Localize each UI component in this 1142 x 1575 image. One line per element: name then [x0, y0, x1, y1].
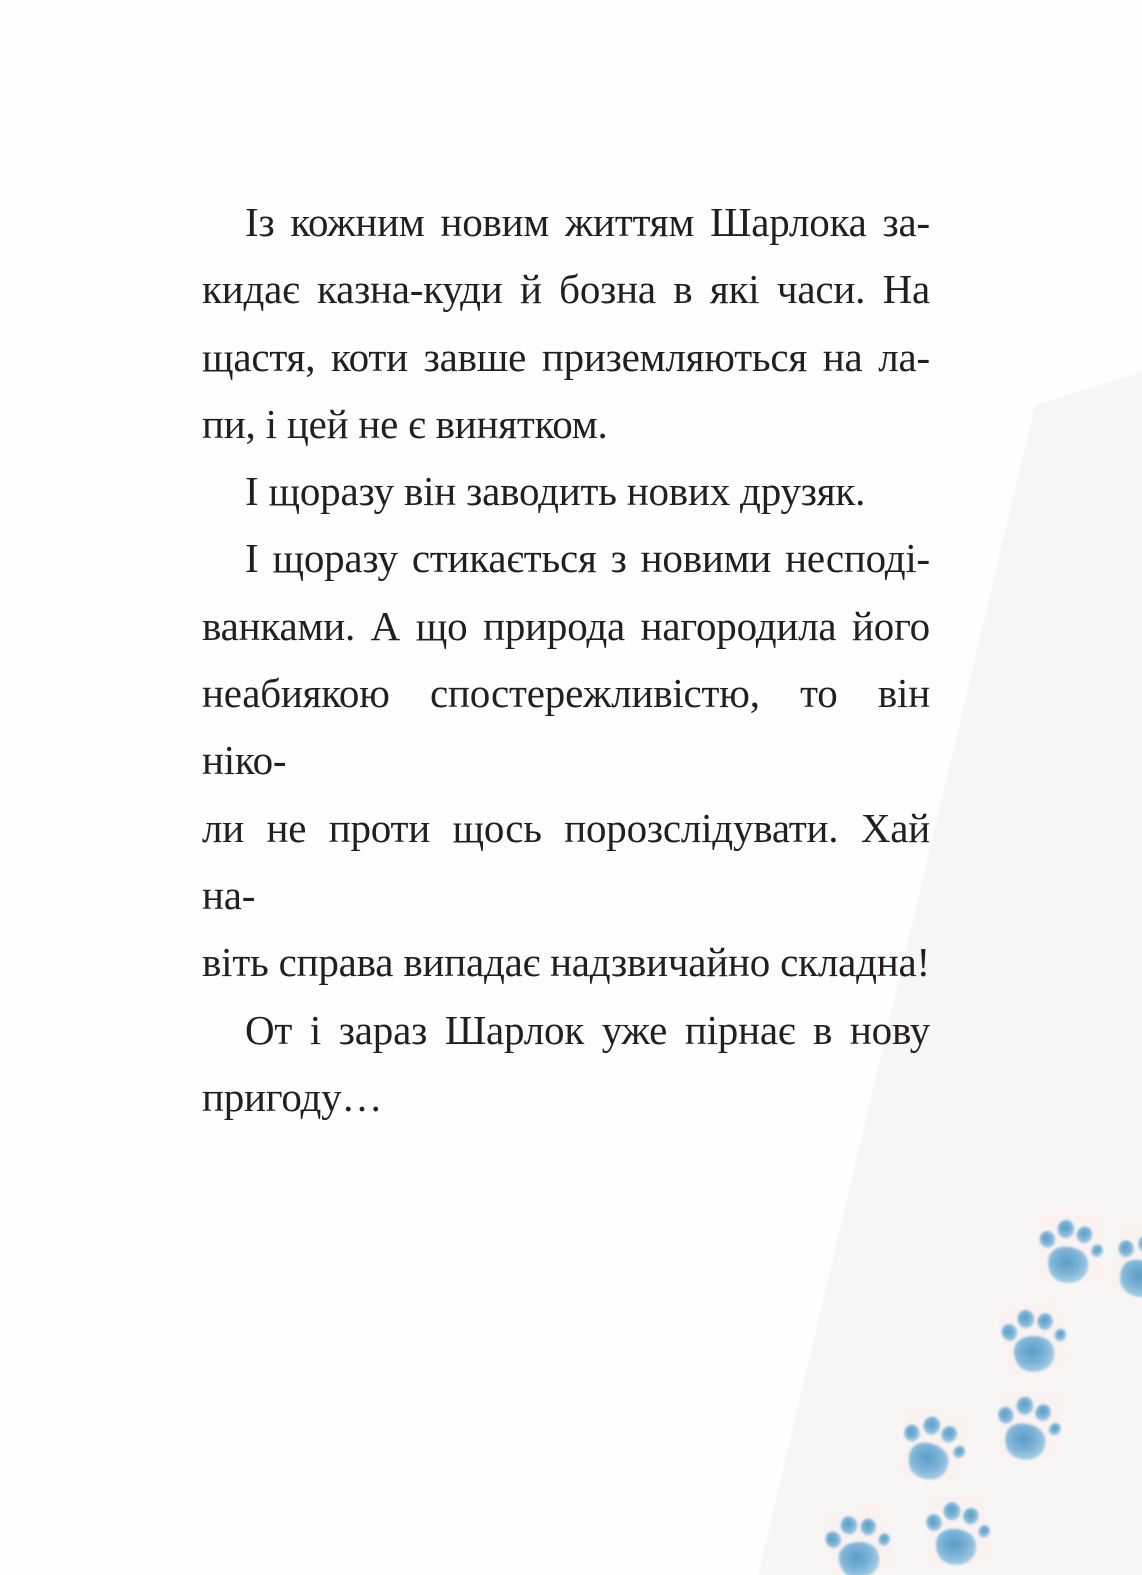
text-line: щастя, коти завше приземляються на ла-	[202, 333, 930, 380]
text-line: ванками. А що природа нагородила його	[202, 602, 930, 649]
paragraph	[202, 458, 930, 525]
text-line: віть справа випадає надзвичайно складна!	[202, 939, 930, 986]
paw-print-icon	[1092, 1208, 1142, 1316]
text-line: пи, і цей не є винятком.	[202, 400, 608, 447]
text-line: пригоду…	[202, 1073, 383, 1120]
text-line: кидає казна-куди й бозна в які часи. На	[202, 266, 930, 313]
text-line: От і зараз Шарлок уже пірнає в нову	[245, 1006, 930, 1053]
paw-print-icon	[914, 1486, 1001, 1573]
paw-print-icon	[810, 1495, 905, 1575]
text-line: І щоразу стикається з новими несподі-	[245, 535, 930, 582]
paw-print-icon	[987, 1290, 1078, 1381]
text-line: Із кожним новим життям Шарлока за-	[245, 199, 930, 245]
paragraph	[202, 997, 930, 1132]
text-line: І щоразу він заводить нових друзяк.	[245, 468, 866, 515]
story-text	[202, 189, 930, 1131]
text-line: ли не проти щось порозслідувати. Хай на-	[202, 804, 930, 918]
paw-print-icon	[882, 1393, 984, 1495]
text-line: неабиякою спостережливістю, то він ніко-	[202, 670, 930, 784]
paw-print-icon	[981, 1377, 1076, 1472]
paragraph	[202, 525, 930, 996]
paragraph	[202, 189, 930, 458]
paw-print-icon	[1024, 1201, 1115, 1292]
